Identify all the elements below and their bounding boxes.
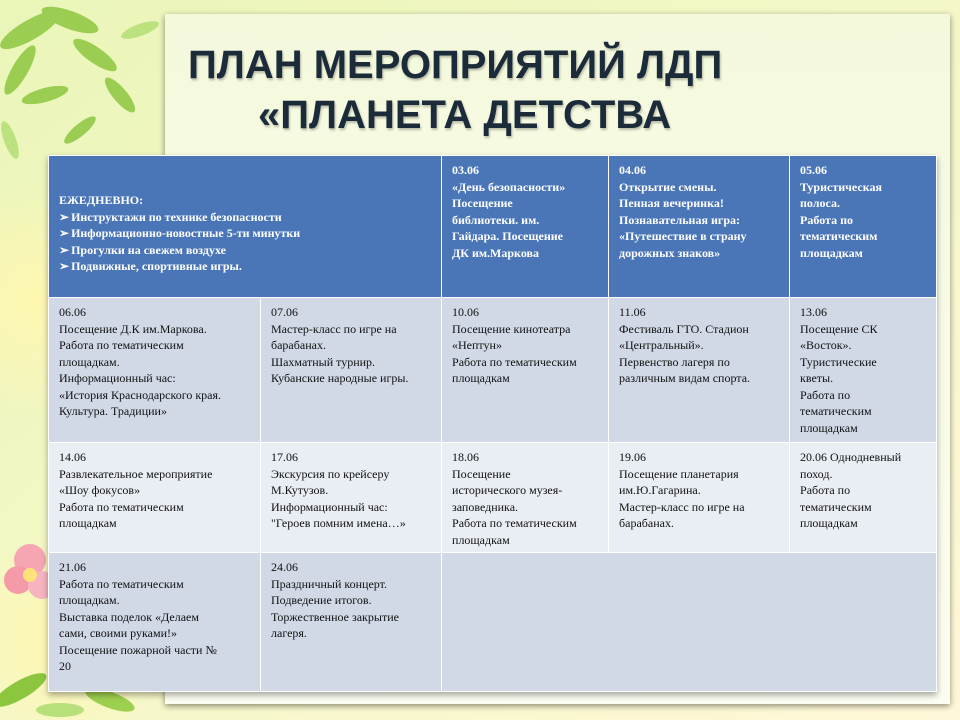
cell-line: «День безопасности» — [452, 179, 566, 194]
cell-line: Выставка поделок «Делаем — [59, 609, 199, 624]
daily-item: ➢ Прогулки на свежем воздухе — [59, 242, 435, 259]
cell-line: Фестиваль ГТО. Стадион — [619, 321, 749, 336]
cell-line: площадкам. — [59, 593, 120, 607]
cell-date: 06.06 — [59, 305, 86, 319]
cell-line: Культура. Традиции» — [59, 404, 167, 418]
cell-line: «Восток». — [800, 338, 852, 352]
cell-line: Развлекательное мероприятие — [59, 466, 213, 481]
cell-line: Посещение — [452, 466, 511, 481]
cell-line: Посещение Д.К им.Маркова. — [59, 321, 207, 336]
cell-line: Посещение — [452, 196, 513, 210]
cell-date: 14.06 — [59, 450, 86, 464]
cell-line: дорожных знаков» — [619, 245, 721, 260]
schedule-cell — [261, 443, 442, 553]
cell-line: «Центральный». — [619, 338, 704, 352]
cell-line: Посещение пожарной части № — [59, 642, 217, 657]
title-line-1: ПЛАН МЕРОПРИЯТИЙ ЛДП — [188, 43, 723, 87]
cell-line: кветы. — [800, 371, 834, 385]
cell-line: Туристическая — [800, 179, 882, 194]
schedule-cell — [609, 443, 790, 553]
cell-line: исторического музея- — [452, 483, 563, 497]
cell-date: 04.06 — [619, 163, 647, 177]
cell-line: библиотеки. им. — [452, 212, 540, 227]
schedule-cell — [790, 156, 937, 298]
cell-line: им.Ю.Гагарина. — [619, 483, 701, 497]
daily-activities-cell — [49, 156, 442, 298]
cell-date: 21.06 — [59, 560, 86, 574]
cell-line: тематическим — [800, 404, 872, 418]
cell-line: Праздничный концерт. — [271, 576, 387, 591]
cell-line: лагеря. — [271, 626, 307, 640]
cell-line: полоса. — [800, 196, 840, 210]
page-title — [182, 40, 782, 140]
cell-line: Пенная вечеринка! — [619, 196, 724, 210]
cell-date: 13.06 — [800, 305, 828, 319]
cell-line: Информационный час: — [59, 371, 176, 385]
cell-line: Работа по тематическим — [452, 354, 577, 369]
schedule-cell — [49, 298, 261, 443]
cell-line: тематическим — [800, 229, 878, 243]
empty-cell — [442, 553, 937, 692]
cell-line: Шахматный турнир. — [271, 354, 376, 369]
schedule-cell — [261, 298, 442, 443]
cell-line: Информационный час: — [271, 499, 388, 514]
cell-date: 24.06 — [271, 560, 298, 574]
cell-date: 03.06 — [452, 163, 480, 177]
cell-line: Работа по — [800, 387, 851, 402]
cell-line: Работа по — [800, 212, 853, 227]
cell-line: барабанах. — [271, 338, 326, 352]
cell-line: Открытие смены. — [619, 179, 717, 194]
table-row — [49, 298, 937, 443]
cell-line: «Шоу фокусов» — [59, 483, 141, 497]
cell-line: Торжественное закрытие — [271, 609, 399, 624]
cell-line: площадкам. — [59, 354, 120, 369]
cell-line: заповедника. — [452, 499, 519, 514]
cell-line: "Героев помним имена…» — [271, 516, 406, 530]
schedule-table — [48, 155, 937, 692]
table-row — [49, 443, 937, 553]
table-header-row — [49, 156, 937, 298]
cell-date: 19.06 — [619, 450, 647, 464]
cell-line: Однодневный — [830, 450, 902, 464]
schedule-cell — [49, 553, 261, 692]
cell-line: Работа по тематическим — [59, 338, 184, 352]
daily-header: ЕЖЕДНЕВНО: — [59, 193, 144, 208]
cell-line: сами, своими руками!» — [59, 626, 177, 640]
schedule-cell — [790, 298, 937, 443]
table-row — [49, 553, 937, 692]
title-line-2: «ПЛАНЕТА ДЕТСТВА — [258, 93, 672, 137]
cell-line: Мастер-класс по игре на — [619, 499, 745, 514]
cell-line: поход. — [800, 466, 833, 481]
cell-line: Посещение кинотеатра — [452, 321, 571, 336]
cell-line: площадкам — [800, 245, 863, 260]
cell-date: 11.06 — [619, 305, 646, 319]
cell-line: Посещение СК — [800, 321, 878, 336]
cell-line: Подведение итогов. — [271, 593, 372, 607]
cell-line: площадкам — [59, 516, 117, 530]
cell-line: барабанах. — [619, 516, 674, 530]
cell-line: Первенство лагеря по — [619, 354, 730, 369]
schedule-cell — [442, 443, 609, 553]
cell-line: площадкам — [800, 516, 858, 530]
cell-line: Посещение планетария — [619, 466, 739, 481]
cell-line: Мастер-класс по игре на — [271, 321, 397, 336]
cell-date: 18.06 — [452, 450, 480, 464]
cell-date: 10.06 — [452, 305, 480, 319]
cell-line: Работа по тематическим — [452, 516, 577, 530]
cell-line: различным видам спорта. — [619, 371, 751, 385]
schedule-cell — [609, 298, 790, 443]
cell-date: 20.06 — [800, 450, 828, 464]
cell-date: 05.06 — [800, 163, 828, 177]
cell-line: 20 — [59, 659, 71, 673]
cell-date-inline — [800, 449, 930, 466]
cell-date: 17.06 — [271, 450, 298, 464]
daily-item: ➢ Инструктажи по технике безопасности — [59, 209, 435, 226]
schedule-cell — [609, 156, 790, 298]
schedule-cell — [261, 553, 442, 692]
schedule-cell — [49, 443, 261, 553]
cell-line: Работа по — [800, 483, 851, 497]
daily-item: ➢ Подвижные, спортивные игры. — [59, 258, 435, 275]
schedule-cell — [442, 156, 609, 298]
cell-line: Познавательная игра: — [619, 212, 740, 227]
cell-line: площадкам — [452, 532, 510, 547]
cell-date: 07.06 — [271, 305, 298, 319]
cell-line: тематическим — [800, 499, 872, 514]
cell-line: Работа по тематическим — [59, 499, 184, 514]
cell-line: Экскурсия по крейсеру — [271, 466, 390, 481]
cell-line: М.Кутузов. — [271, 483, 329, 497]
cell-line: «Нептун» — [452, 338, 502, 352]
cell-line: «Путешествие в страну — [619, 229, 747, 243]
cell-line: Работа по тематическим — [59, 576, 184, 591]
cell-line: Гайдара. Посещение — [452, 229, 563, 243]
cell-line: ДК им.Маркова — [452, 245, 539, 260]
cell-line: Кубанские народные игры. — [271, 371, 409, 385]
cell-line: Туристические — [800, 354, 877, 369]
daily-item: ➢ Информационно-новостные 5-ти минутки — [59, 225, 435, 242]
schedule-cell — [790, 443, 937, 553]
cell-line: «История Краснодарского края. — [59, 387, 222, 402]
schedule-cell — [442, 298, 609, 443]
cell-line: площадкам — [800, 420, 858, 435]
cell-line: площадкам — [452, 371, 510, 385]
